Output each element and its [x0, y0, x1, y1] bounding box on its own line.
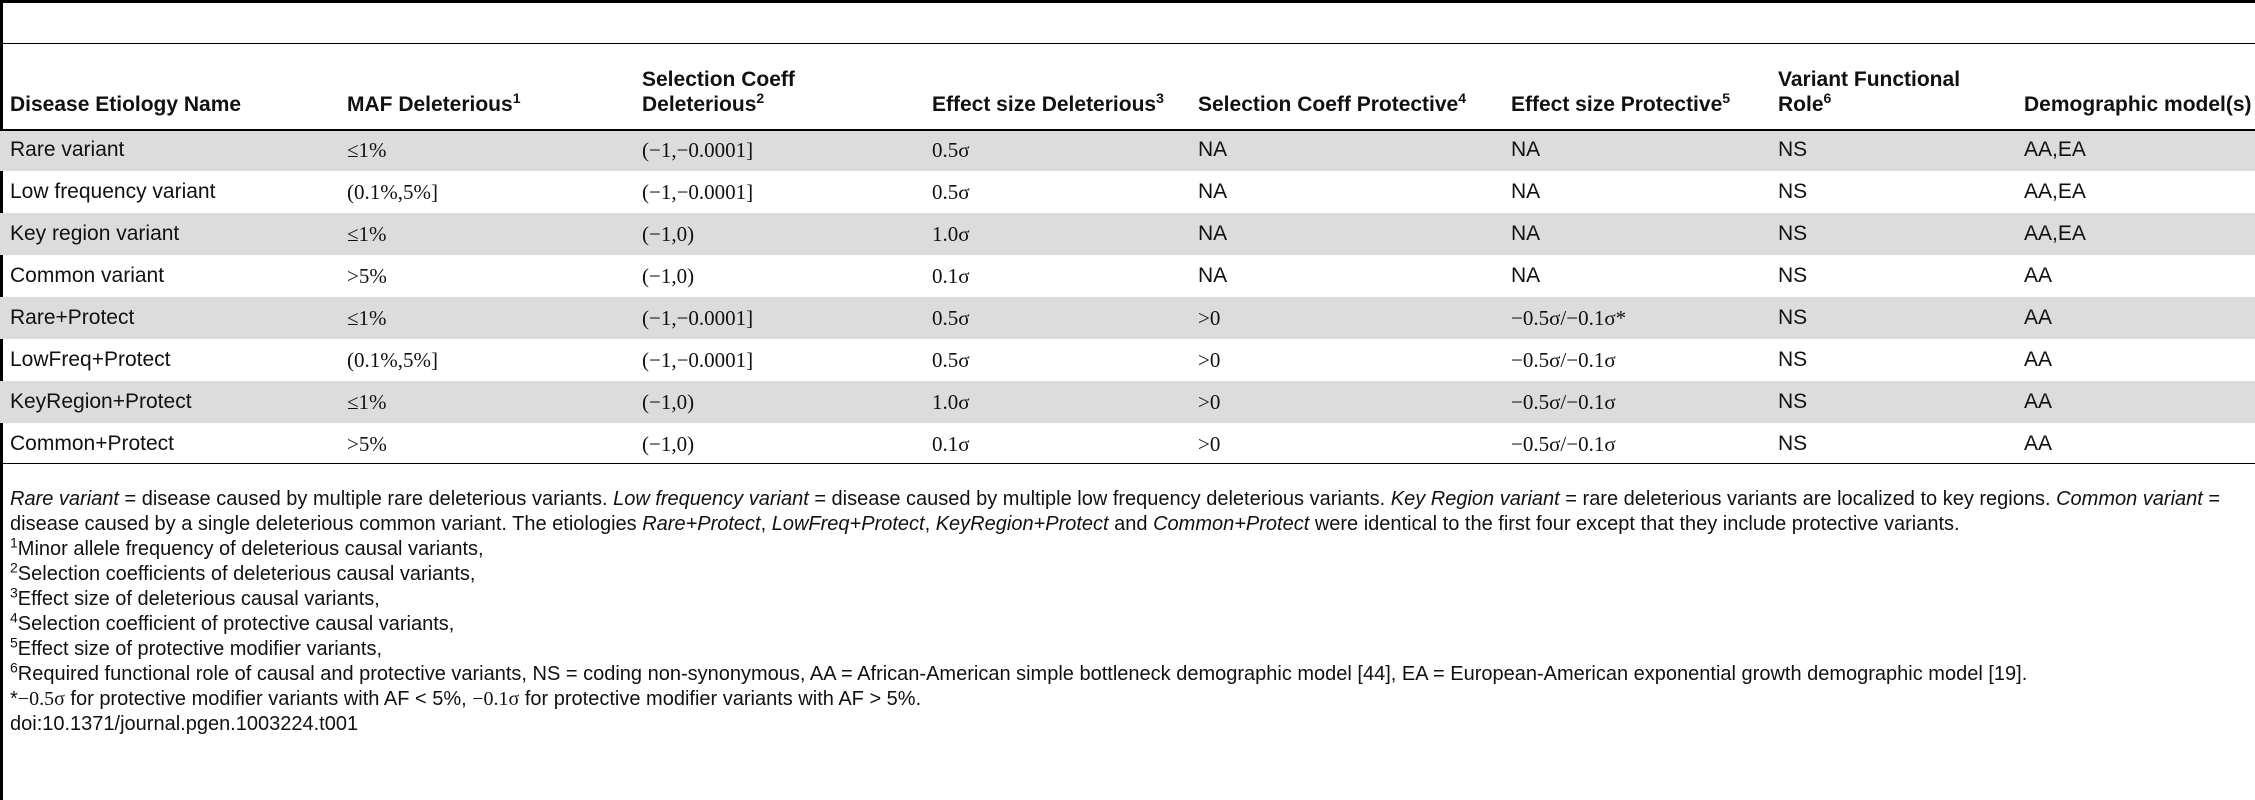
- table-row: [0, 213, 2255, 255]
- table-cell: NA: [1501, 129, 1768, 171]
- column-header-label: Demographic model(s): [2024, 93, 2252, 116]
- table-cell: NS: [1778, 264, 1808, 287]
- column-header: [632, 44, 922, 129]
- definition-text: = rare deleterious variants are localized to key regions.: [1559, 488, 2057, 510]
- table-cell: 0.5σ: [922, 297, 1188, 339]
- asterisk-text-2: for protective modifier variants with AF > 5%.: [519, 688, 922, 710]
- table-cell: ≤1%: [337, 381, 632, 423]
- asterisk-footnote: [10, 687, 2250, 712]
- definition-text: and: [1108, 513, 1154, 535]
- table-cell: (−1,0): [632, 213, 922, 255]
- table-cell: NS: [1768, 129, 2014, 171]
- table-cell: Key region variant: [0, 213, 337, 255]
- footnote: [10, 659, 2250, 687]
- column-header-label: MAF Deleterious: [347, 93, 513, 116]
- footnote-text: Required functional role of causal and protective variants, NS = coding non-synonymous, AA = African-American simple bottleneck demographic model [44], EA = European-American exponential growth demographic model [19].: [17, 663, 2028, 685]
- footnote: [10, 534, 2250, 562]
- table-row: [0, 339, 2255, 381]
- table-cell: ≤1%: [337, 213, 632, 255]
- table-cell: NS: [1778, 432, 1808, 455]
- table-cell: NA: [1511, 180, 1541, 203]
- footnote: [10, 559, 2250, 587]
- asterisk-value-2: −0.1σ: [472, 688, 520, 710]
- footnote: [10, 584, 2250, 612]
- table-cell: >0: [1188, 381, 1501, 423]
- table-cell: NS: [1778, 180, 1808, 203]
- footnote-list: [10, 534, 2250, 687]
- table-cell: KeyRegion+Protect: [0, 381, 337, 423]
- footnote-text: Selection coefficient of protective causal variants,: [17, 613, 455, 635]
- table-cell: NS: [1768, 213, 2014, 255]
- table-row: [0, 381, 2255, 423]
- table-cell: NS: [1768, 297, 2014, 339]
- table-cell: (−1,0): [632, 381, 922, 423]
- column-header: [337, 44, 632, 129]
- table-cell: ≤1%: [337, 129, 632, 171]
- table-cell: NA: [1198, 180, 1228, 203]
- table-notes: [10, 487, 2250, 737]
- definition-text: = disease caused by multiple low frequency deleterious variants.: [808, 488, 1391, 510]
- table-cell: NA: [1501, 213, 1768, 255]
- table-cell: −0.5σ/−0.1σ: [1511, 431, 1616, 456]
- table-cell: (0.1%,5%]: [347, 347, 438, 372]
- table-row: [0, 255, 2255, 297]
- definition-text: = disease caused by multiple rare deleterious variants.: [118, 488, 614, 510]
- footnote-marker: 2: [10, 559, 18, 576]
- etiology-table: [0, 44, 2255, 465]
- footnote-marker: 6: [10, 659, 18, 676]
- table-cell: Common variant: [10, 264, 165, 287]
- table-cell: Rare+Protect: [0, 297, 337, 339]
- etiology-term: Key Region variant: [1390, 488, 1560, 510]
- footnote-marker: 6: [1823, 90, 1832, 106]
- footnote-text: Effect size of deleterious causal variants,: [17, 588, 380, 610]
- table-cell: AA: [2024, 432, 2053, 455]
- table-body: [0, 129, 2255, 465]
- table-cell: AA,EA: [2014, 129, 2255, 171]
- footnote-marker: 4: [10, 609, 18, 626]
- table-cell: (−1,−0.0001]: [632, 129, 922, 171]
- doi-line: doi:10.1371/journal.pgen.1003224.t001: [10, 713, 359, 735]
- etiology-term: Rare variant: [10, 488, 119, 510]
- footnote-marker: 2: [756, 90, 765, 106]
- table-cell: 0.5σ: [932, 347, 970, 372]
- table-row: [0, 129, 2255, 171]
- etiology-term: Low frequency variant: [613, 488, 809, 510]
- column-header: [1768, 44, 2014, 129]
- asterisk-mark: *: [10, 688, 18, 710]
- table-header-row: [0, 44, 2255, 129]
- table-cell: 0.5σ: [932, 179, 970, 204]
- table-cell: (−1,−0.0001]: [642, 347, 754, 372]
- table-cell: >5%: [347, 431, 387, 456]
- table-bottom-rule: [0, 463, 2255, 464]
- definition-text: = disease caused by a single deleterious common variant. The etiologies: [10, 488, 2221, 535]
- table-cell: AA: [2014, 297, 2255, 339]
- footnote-marker: 4: [1458, 90, 1467, 106]
- table-cell: AA,EA: [2024, 180, 2086, 203]
- table-cell: (−1,−0.0001]: [632, 297, 922, 339]
- etiology-term: Rare+Protect: [642, 513, 761, 535]
- top-rule: [0, 0, 2255, 3]
- table-cell: 0.1σ: [932, 431, 970, 456]
- footnote-marker: 5: [10, 634, 18, 651]
- table-cell: 1.0σ: [922, 381, 1188, 423]
- table-cell: 0.5σ: [922, 129, 1188, 171]
- table-cell: (−1,−0.0001]: [642, 179, 754, 204]
- table-cell: NA: [1198, 264, 1228, 287]
- table-cell: ≤1%: [337, 297, 632, 339]
- footnote-text: Selection coefficients of deleterious causal variants,: [17, 563, 476, 585]
- asterisk-text-1: for protective modifier variants with AF < 5%,: [64, 688, 473, 710]
- table-cell: >0: [1198, 347, 1221, 372]
- column-header: [922, 44, 1188, 129]
- table-cell: >0: [1198, 431, 1221, 456]
- footnote-marker: 1: [10, 534, 18, 551]
- table-cell: −0.5σ/−0.1σ*: [1501, 297, 1768, 339]
- table-cell: NS: [1768, 381, 2014, 423]
- column-header-label: Effect size Deleterious: [932, 93, 1157, 116]
- column-header-label: Disease Etiology Name: [10, 93, 242, 116]
- table-row: [0, 297, 2255, 339]
- table-cell: NA: [1188, 213, 1501, 255]
- table-cell: AA: [2014, 381, 2255, 423]
- footnote-marker: 5: [1722, 90, 1731, 106]
- table-cell: NA: [1511, 264, 1541, 287]
- table-cell: 1.0σ: [922, 213, 1188, 255]
- definition-text: ,: [760, 513, 772, 535]
- etiology-term: KeyRegion+Protect: [935, 513, 1109, 535]
- column-header: [0, 44, 337, 129]
- column-header-label: Selection Coeff Deleterious: [642, 68, 795, 116]
- table-cell: NA: [1188, 129, 1501, 171]
- table-cell: LowFreq+Protect: [10, 348, 171, 371]
- etiology-term: LowFreq+Protect: [771, 513, 925, 535]
- definitions-paragraph: [10, 487, 2250, 537]
- definition-text: were identical to the first four except that they include protective variants.: [1309, 513, 1960, 535]
- footnote: [10, 634, 2250, 662]
- footnote-text: Minor allele frequency of deleterious causal variants,: [17, 538, 484, 560]
- footnote-text: Effect size of protective modifier variants,: [17, 638, 383, 660]
- table-cell: (−1,0): [642, 263, 695, 288]
- footnote-marker: 3: [10, 584, 18, 601]
- table-cell: >0: [1188, 297, 1501, 339]
- table-cell: AA: [2024, 264, 2053, 287]
- table-cell: Rare variant: [0, 129, 337, 171]
- column-header-label: Effect size Protective: [1511, 93, 1723, 116]
- definition-text: ,: [924, 513, 936, 535]
- column-header-label: Variant Functional Role: [1778, 68, 1961, 116]
- table-cell: AA: [2024, 348, 2053, 371]
- table-cell: Common+Protect: [10, 432, 174, 455]
- table-row: [0, 171, 2255, 213]
- table-cell: (−1,0): [642, 431, 695, 456]
- column-header: [1501, 44, 1768, 129]
- footnote-marker: 3: [1156, 90, 1164, 106]
- etiology-term: Common+Protect: [1153, 513, 1310, 535]
- column-header: [2014, 44, 2255, 129]
- table-cell: −0.5σ/−0.1σ: [1511, 347, 1616, 372]
- column-header: [1188, 44, 1501, 129]
- table-cell: AA,EA: [2014, 213, 2255, 255]
- footnote-marker: 1: [512, 90, 521, 106]
- table-cell: NS: [1778, 348, 1808, 371]
- table-cell: (0.1%,5%]: [347, 179, 438, 204]
- etiology-term: Common variant: [2056, 488, 2203, 510]
- table-cell: −0.5σ/−0.1σ: [1501, 381, 1768, 423]
- table-cell: Low frequency variant: [10, 180, 216, 203]
- footnote: [10, 609, 2250, 637]
- header-rule: [0, 129, 2255, 131]
- table-cell: >5%: [347, 263, 387, 288]
- asterisk-value-1: −0.5σ: [17, 688, 65, 710]
- table-cell: 0.1σ: [932, 263, 970, 288]
- table-row: [0, 423, 2255, 465]
- column-header-label: Selection Coeff Protective: [1198, 93, 1459, 116]
